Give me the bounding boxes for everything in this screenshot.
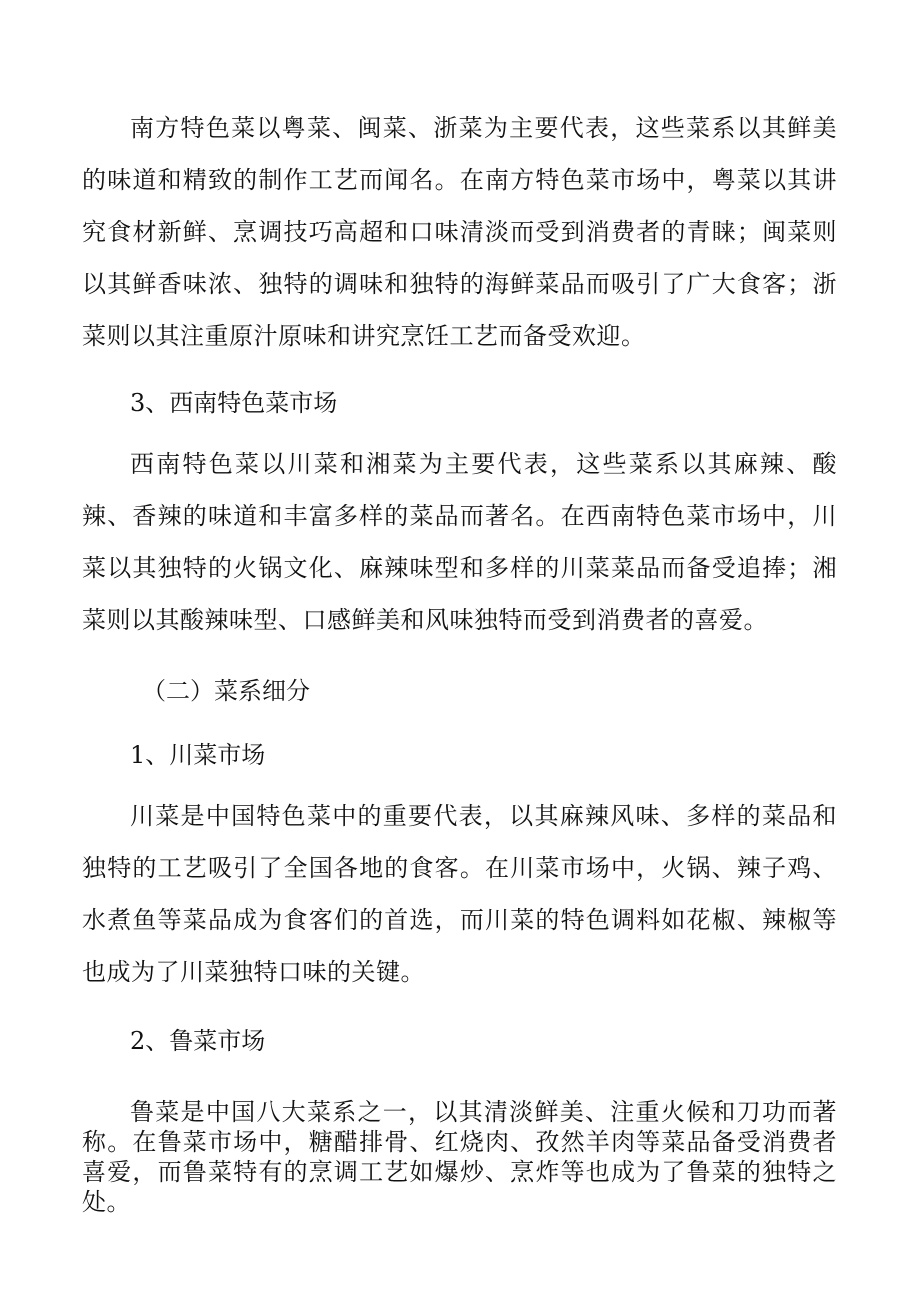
heading-cuisine-subdivision: （二）菜系细分 [142, 677, 310, 705]
paragraph-sichuan-cuisine: 川菜是中国特色菜中的重要代表，以其麻辣风味、多样的菜品和独特的工艺吸引了全国各地的食客。在川菜市场中，火锅、辣子鸡、水煮鱼等菜品成为食客们的首选，而川菜的特色调料如花椒、辣椒等也成为了川菜独特口味的关键。 [82, 802, 837, 986]
paragraph-southwest-cuisine: 西南特色菜以川菜和湘菜为主要代表，这些菜系以其麻辣、酸辣、香辣的味道和丰富多样的菜品而著名。在西南特色菜市场中，川菜以其独特的火锅文化、麻辣味型和多样的川菜菜品而备受追捧；湘菜则以其酸辣味型、口感鲜美和风味独特而受到消费者的喜爱。 [82, 450, 837, 634]
paragraph-south-cuisine: 南方特色菜以粤菜、闽菜、浙菜为主要代表，这些菜系以其鲜美的味道和精致的制作工艺而闻名。在南方特色菜市场中，粤菜以其讲究食材新鲜、烹调技巧高超和口味清淡而受到消费者的青睐；闽菜则以其鲜香味浓、独特的调味和独特的海鲜菜品而吸引了广大食客；浙菜则以其注重原汁原味和讲究烹饪工艺而备受欢迎。 [82, 114, 837, 350]
heading-shandong-market: 2、鲁菜市场 [130, 1027, 266, 1055]
heading-sichuan-market: 1、川菜市场 [130, 741, 266, 769]
heading-southwest-market: 3、西南特色菜市场 [130, 389, 338, 417]
paragraph-shandong-cuisine: 鲁菜是中国八大菜系之一，以其清淡鲜美、注重火候和刀功而著称。在鲁菜市场中，糖醋排骨、红烧肉、孜然羊肉等菜品备受消费者喜爱，而鲁菜特有的烹调工艺如爆炒、烹炸等也成为了鲁菜的独特之处。 [82, 1098, 837, 1216]
